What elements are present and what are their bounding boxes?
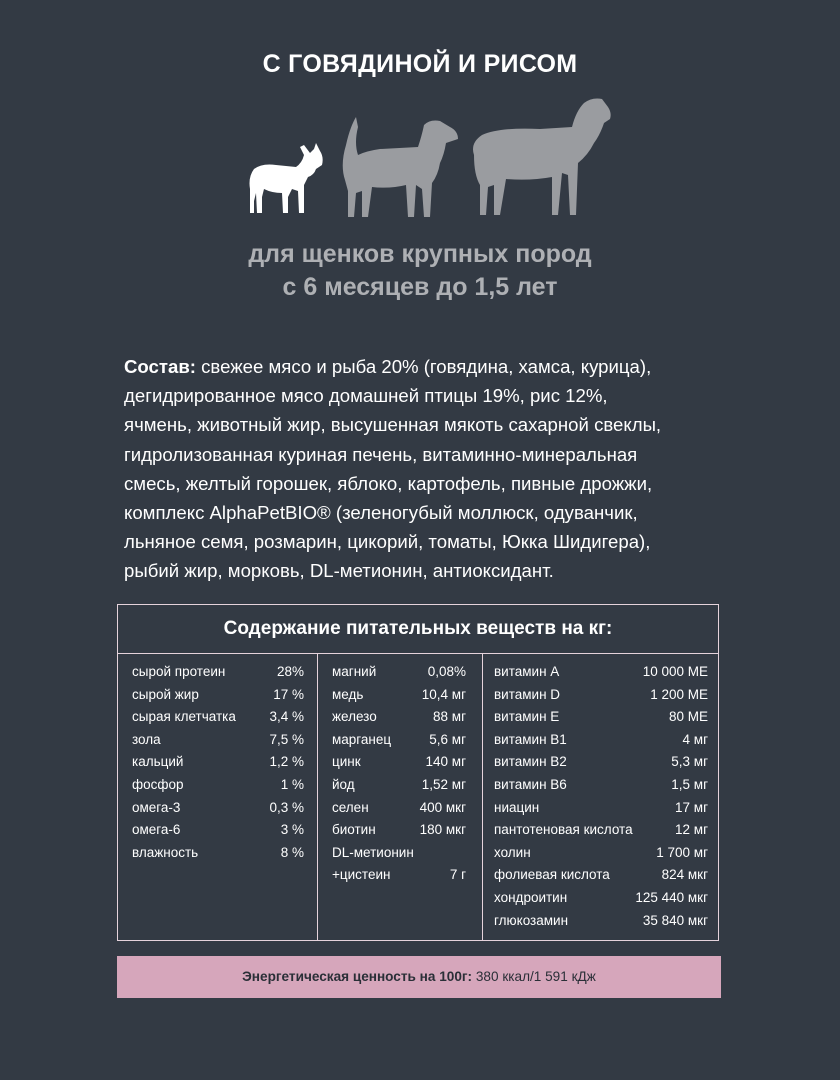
nutrients-column-3 bbox=[494, 661, 708, 932]
nutrient-row bbox=[132, 729, 304, 752]
composition-text bbox=[124, 352, 724, 586]
nutrient-name: цинк bbox=[332, 754, 361, 770]
nutrient-row bbox=[494, 842, 708, 865]
nutrient-row bbox=[132, 684, 304, 707]
composition-line: ячмень, животный жир, высушенная мякоть сахарной свеклы, bbox=[124, 414, 662, 436]
nutrient-row bbox=[494, 684, 708, 707]
energy-value-bar bbox=[117, 956, 721, 998]
nutrient-value: 3,4 % bbox=[269, 709, 304, 725]
nutrient-value: 1,2 % bbox=[269, 754, 304, 770]
nutrient-row bbox=[494, 706, 708, 729]
nutrient-row bbox=[332, 751, 466, 774]
small-dog-icon bbox=[250, 143, 323, 213]
nutrient-row bbox=[132, 774, 304, 797]
nutrient-name: биотин bbox=[332, 822, 376, 838]
nutrient-name: ниацин bbox=[494, 799, 540, 815]
nutrient-value: 4 мг bbox=[682, 731, 708, 747]
nutrient-name: витамин В1 bbox=[494, 731, 567, 747]
energy-label: Энергетическая ценность на 100г: bbox=[242, 969, 473, 984]
nutrient-value: 1,52 мг bbox=[421, 776, 466, 792]
nutrient-value: 35 840 мкг bbox=[642, 912, 708, 928]
nutrient-value: 10,4 мг bbox=[421, 686, 466, 702]
medium-dog-icon bbox=[343, 117, 458, 217]
nutrient-row bbox=[494, 751, 708, 774]
subtitle-line-2: с 6 месяцев до 1,5 лет bbox=[282, 273, 558, 301]
nutrient-name: холин bbox=[494, 844, 531, 860]
nutrient-name: хондроитин bbox=[494, 889, 568, 905]
nutrient-row bbox=[332, 819, 466, 842]
large-dog-icon bbox=[473, 99, 611, 216]
nutrient-row bbox=[332, 661, 466, 684]
nutrient-name: витамин D bbox=[494, 686, 561, 702]
nutrient-value: 3 % bbox=[280, 822, 304, 838]
nutrient-name: витамин В6 bbox=[494, 776, 567, 792]
nutrient-name: витамин А bbox=[494, 664, 560, 679]
column-divider bbox=[482, 653, 483, 940]
nutrient-name: йод bbox=[332, 776, 355, 792]
nutrient-row bbox=[132, 751, 304, 774]
nutrient-name: +цистеин bbox=[332, 867, 391, 883]
nutrient-value: 400 мкг bbox=[419, 799, 466, 815]
nutrient-row bbox=[494, 887, 708, 910]
nutrient-name: фолиевая кислота bbox=[494, 867, 610, 883]
composition-line: дегидрированное мясо домашней птицы 19%, рис 12%, bbox=[124, 385, 608, 407]
composition-label: Состав: bbox=[124, 356, 196, 377]
nutrient-name: сырой протеин bbox=[132, 664, 226, 679]
nutrient-name: глюкозамин bbox=[494, 912, 569, 928]
nutrient-row bbox=[132, 842, 304, 865]
nutrient-row bbox=[494, 729, 708, 752]
nutrient-row bbox=[132, 819, 304, 842]
composition-line: свежее мясо и рыба 20% (говядина, хамса, курица), bbox=[195, 356, 652, 377]
nutrient-name: омега-6 bbox=[132, 822, 181, 838]
nutrient-row bbox=[132, 797, 304, 820]
nutrient-name: сырая клетчатка bbox=[132, 709, 236, 725]
nutrient-value: 1 % bbox=[280, 776, 304, 792]
nutrient-name: зола bbox=[132, 731, 161, 747]
nutrient-value: 10 000 МЕ bbox=[642, 664, 708, 679]
nutrient-name: сырой жир bbox=[132, 686, 199, 702]
nutrient-row bbox=[494, 797, 708, 820]
product-title: С ГОВЯДИНОЙ И РИСОМ bbox=[262, 50, 578, 78]
nutrient-row bbox=[332, 706, 466, 729]
nutrient-value: 1 700 мг bbox=[656, 844, 708, 860]
nutrient-row bbox=[132, 661, 304, 684]
nutrients-divider bbox=[118, 653, 718, 654]
energy-value: 380 ккал/1 591 кДж bbox=[472, 969, 596, 984]
target-audience bbox=[0, 238, 840, 304]
nutrients-column-1 bbox=[132, 661, 304, 864]
nutrient-value: 12 мг bbox=[675, 822, 708, 838]
nutrient-name: железо bbox=[332, 709, 377, 725]
nutrient-value: 80 МЕ bbox=[668, 709, 708, 725]
nutrient-value: 8 % bbox=[280, 844, 304, 860]
nutrient-value: 88 мг bbox=[433, 709, 466, 725]
nutrient-value: 17 % bbox=[273, 686, 304, 702]
nutrient-row bbox=[494, 910, 708, 933]
composition-line: рыбий жир, морковь, DL-метионин, антиоксидант. bbox=[124, 560, 554, 582]
nutrient-name: магний bbox=[332, 664, 377, 679]
nutrient-row bbox=[332, 797, 466, 820]
composition-line: комплекс AlphaPetBIO® (зеленогубый моллюск, одуванчик, bbox=[124, 502, 638, 524]
subtitle-line-1: для щенков крупных пород bbox=[248, 240, 592, 268]
nutrient-value: 7 г bbox=[449, 867, 466, 883]
nutrient-row bbox=[494, 774, 708, 797]
nutrient-name: селен bbox=[332, 799, 369, 815]
nutrient-row bbox=[494, 864, 708, 887]
nutrients-table bbox=[117, 604, 719, 941]
nutrient-value: 180 мкг bbox=[419, 822, 466, 838]
nutrient-value: 5,3 мг bbox=[671, 754, 708, 770]
dog-size-icons bbox=[0, 85, 840, 230]
nutrient-name: кальций bbox=[132, 754, 184, 770]
nutrient-name: витамин В2 bbox=[494, 754, 567, 770]
column-divider bbox=[317, 653, 318, 940]
nutrient-value: 1,5 мг bbox=[671, 776, 708, 792]
nutrient-row bbox=[332, 864, 466, 887]
nutrient-value: 824 мкг bbox=[661, 867, 708, 883]
nutrient-name: фосфор bbox=[132, 776, 184, 792]
nutrient-value: 1 200 МЕ bbox=[650, 686, 708, 702]
nutrients-title: Содержание питательных веществ на кг: bbox=[223, 618, 613, 639]
nutrient-value: 28% bbox=[276, 664, 304, 679]
composition-line: смесь, желтый горошек, яблоко, картофель, пивные дрожжи, bbox=[124, 472, 653, 494]
nutrient-name: DL-метионин bbox=[332, 844, 414, 860]
composition-line: льняное семя, розмарин, цикорий, томаты, Юкка Шидигера), bbox=[124, 531, 651, 553]
nutrient-row bbox=[132, 706, 304, 729]
nutrient-row bbox=[332, 842, 466, 865]
nutrient-row bbox=[332, 774, 466, 797]
nutrient-name: влажность bbox=[132, 844, 199, 860]
nutrient-value: 140 мг bbox=[425, 754, 466, 770]
nutrient-value: 7,5 % bbox=[269, 731, 304, 747]
nutrient-name: марганец bbox=[332, 731, 392, 747]
nutrient-row bbox=[494, 661, 708, 684]
nutrient-value: 125 440 мкг bbox=[635, 889, 708, 905]
nutrient-value: 0,3 % bbox=[269, 799, 304, 815]
nutrient-name: витамин Е bbox=[494, 709, 560, 725]
composition-line: гидролизованная куриная печень, витаминно-минеральная bbox=[124, 443, 638, 465]
nutrients-column-2 bbox=[332, 661, 466, 887]
nutrient-value: 0,08% bbox=[427, 664, 466, 679]
nutrient-name: омега-3 bbox=[132, 799, 181, 815]
nutrient-value: 5,6 мг bbox=[429, 731, 466, 747]
nutrient-row bbox=[332, 729, 466, 752]
nutrient-value: 17 мг bbox=[675, 799, 708, 815]
nutrient-name: медь bbox=[332, 686, 364, 702]
nutrient-name: пантотеновая кислота bbox=[494, 822, 633, 838]
nutrient-row bbox=[332, 684, 466, 707]
nutrient-row bbox=[494, 819, 708, 842]
